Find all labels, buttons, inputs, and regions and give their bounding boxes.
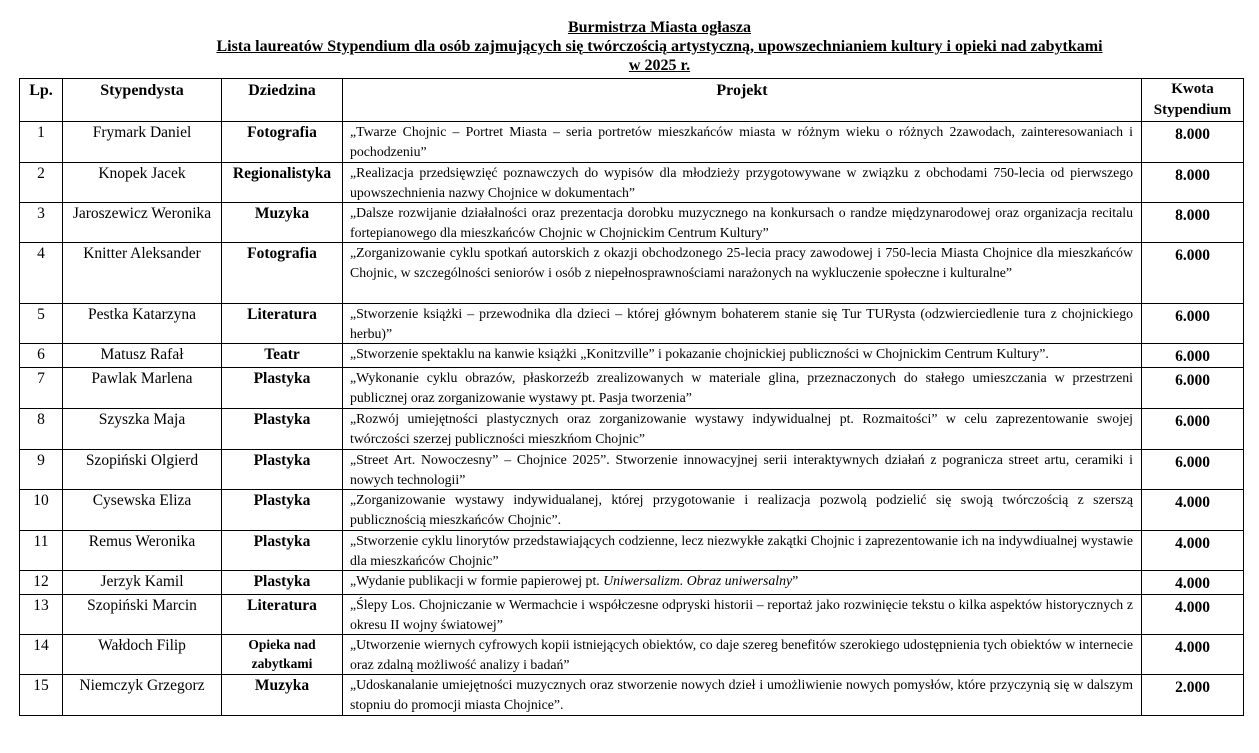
row-name: Wałdoch Filip — [63, 635, 222, 675]
header-line-year: w 2025 r. — [628, 57, 691, 74]
row-amount: 8.000 — [1142, 122, 1244, 163]
row-name: Pestka Katarzyna — [63, 304, 222, 344]
row-lp: 8 — [20, 409, 63, 450]
table-row — [20, 409, 1244, 450]
row-amount: 4.000 — [1142, 635, 1244, 675]
table-row — [20, 675, 1244, 716]
row-field: Plastyka — [222, 490, 343, 531]
row-project: „Street Art. Nowoczesny” – Chojnice 2025”. Stworzenie innowacyjnej serii interaktywnych działań z pogranicza street artu, ceramiki i nowych technologii” — [343, 450, 1142, 490]
row-project: „Stworzenie spektaklu na kanwie książki „Konitzville” i pokazanie chojnickiej publiczności w Chojnickim Centrum Kultury”. — [343, 344, 1142, 368]
row-name: Knitter Aleksander — [63, 243, 222, 304]
row-project-prefix: „Wydanie publikacji w formie papierowej pt. — [350, 573, 604, 588]
row-project-suffix: ” — [792, 573, 799, 588]
row-field: Opieka nad zabytkami — [222, 635, 343, 675]
table-row — [20, 243, 1244, 304]
row-field: Plastyka — [222, 571, 343, 595]
table-row — [20, 122, 1244, 163]
row-amount: 4.000 — [1142, 571, 1244, 595]
row-lp: 6 — [20, 344, 63, 368]
row-project: „Realizacja przedsięwzięć poznawczych do wypisów dla młodzieży przygotowywane w związku z obchodami 750-lecia od pierwszego upowszechnienia nazwy Chojnice w dokumentach” — [343, 163, 1142, 203]
row-field: Regionalistyka — [222, 163, 343, 203]
row-project: „Ślepy Los. Chojniczanie w Wermachcie i współczesne odpryski historii – reportaż jako rozwinięcie tekstu o kilka aspektów historycznych z okresu II wojny światowej” — [343, 595, 1142, 635]
table-row — [20, 490, 1244, 531]
row-project-italic-title: Uniwersalizm. Obraz uniwersalny — [603, 573, 793, 588]
row-name: Szopiński Olgierd — [63, 450, 222, 490]
table-row — [20, 450, 1244, 490]
column-header-amount-line2: Stypendium — [1153, 102, 1232, 118]
row-field: Literatura — [222, 595, 343, 635]
row-amount: 6.000 — [1142, 243, 1244, 304]
row-amount: 4.000 — [1142, 595, 1244, 635]
row-lp: 13 — [20, 595, 63, 635]
column-header-field: Dziedzina — [222, 79, 343, 122]
row-field: Fotografia — [222, 122, 343, 163]
table-row — [20, 595, 1244, 635]
row-name: Knopek Jacek — [63, 163, 222, 203]
row-name: Szyszka Maja — [63, 409, 222, 450]
row-project: „Zorganizowanie wystawy indywidualanej, której przygotowanie i realizacja pozwolą podzielić się swoją twórczością z szerszą publicznością mieszkańców Chojnic”. — [343, 490, 1142, 531]
row-field: Muzyka — [222, 203, 343, 243]
laureates-table — [19, 78, 1244, 716]
column-header-name: Stypendysta — [63, 79, 222, 122]
row-field: Plastyka — [222, 409, 343, 450]
row-field: Plastyka — [222, 531, 343, 571]
row-amount: 2.000 — [1142, 675, 1244, 716]
row-name: Szopiński Marcin — [63, 595, 222, 635]
table-row — [20, 368, 1244, 409]
header-line-title: Lista laureatów Stypendium dla osób zajmujących się twórczością artystyczną, upowszechnianiem kultury i opieki nad zabytkami — [216, 38, 1103, 55]
row-name: Cysewska Eliza — [63, 490, 222, 531]
row-lp: 9 — [20, 450, 63, 490]
row-lp: 12 — [20, 571, 63, 595]
row-field: Literatura — [222, 304, 343, 344]
row-amount: 8.000 — [1142, 203, 1244, 243]
row-name: Pawlak Marlena — [63, 368, 222, 409]
row-amount: 6.000 — [1142, 409, 1244, 450]
row-lp: 7 — [20, 368, 63, 409]
row-lp: 15 — [20, 675, 63, 716]
table-row — [20, 531, 1244, 571]
row-field: Muzyka — [222, 675, 343, 716]
row-field: Fotografia — [222, 243, 343, 304]
row-lp: 2 — [20, 163, 63, 203]
row-name: Niemczyk Grzegorz — [63, 675, 222, 716]
row-project: „Stworzenie cyklu linorytów przedstawiających codzienne, lecz niezwykłe zakątki Chojnic i zaprezentowanie ich na indywdiualnej wystawie dla mieszkańców Chojnic” — [343, 531, 1142, 571]
table-row — [20, 163, 1244, 203]
table-row — [20, 203, 1244, 243]
row-project: „Zorganizowanie cyklu spotkań autorskich z okazji obchodzonego 25-lecia pracy zawodowej i 750-lecia Miasta Chojnice dla mieszkańców Chojnic, w szczególności seniorów i osób z niepełnosprawnościami narażonych na wykluczenie społeczne i kulturalne” — [343, 243, 1142, 304]
row-project: „Udoskanalanie umiejętności muzycznych oraz stworzenie nowych dzieł i umożliwienie nowych pomysłów, które przyczynią się w dalszym stopniu do promocji miasta Chojnice”. — [343, 675, 1142, 716]
row-name: Frymark Daniel — [63, 122, 222, 163]
row-amount: 6.000 — [1142, 304, 1244, 344]
table-row — [20, 571, 1244, 595]
column-header-amount-line1: Kwota — [1171, 81, 1214, 97]
row-lp: 11 — [20, 531, 63, 571]
row-project: „Rozwój umiejętności plastycznych oraz zorganizowanie wystawy indywidualnej pt. Rozmaitości” w celu zaprezentowanie swojej twórczości szerzej publiczności mieszkńom Chojnic” — [343, 409, 1142, 450]
row-amount: 4.000 — [1142, 490, 1244, 531]
row-lp: 3 — [20, 203, 63, 243]
row-name: Jaroszewicz Weronika — [63, 203, 222, 243]
row-project: „Stworzenie książki – przewodnika dla dzieci – której głównym bohaterem stanie się Tur TURysta (odzwierciedlenie tura z chojnickiego herbu)” — [343, 304, 1142, 344]
row-field: Plastyka — [222, 450, 343, 490]
row-name: Remus Weronika — [63, 531, 222, 571]
document-header — [0, 18, 1259, 75]
row-lp: 5 — [20, 304, 63, 344]
row-lp: 10 — [20, 490, 63, 531]
row-project: „Twarze Chojnic – Portret Miasta – seria portretów mieszkańców miasta w różnym wieku o różnych 2zawodach, zainteresowaniach i pochodzeniu” — [343, 122, 1142, 163]
table-header-row — [20, 79, 1244, 122]
row-project: „Dalsze rozwijanie działalności oraz prezentacja dorobku muzycznego na konkursach o randze międzynarodowej oraz organizacja recitalu fortepianowego dla mieszkańców Chojnic w Chojnickim Centrum Kultury” — [343, 203, 1142, 243]
row-name: Matusz Rafał — [63, 344, 222, 368]
column-header-project: Projekt — [343, 79, 1142, 122]
row-lp: 4 — [20, 243, 63, 304]
row-project — [343, 571, 1142, 595]
header-line-announcement: Burmistrza Miasta ogłasza — [567, 19, 752, 36]
row-field: Plastyka — [222, 368, 343, 409]
row-amount: 6.000 — [1142, 450, 1244, 490]
column-header-amount — [1142, 79, 1244, 122]
row-name: Jerzyk Kamil — [63, 571, 222, 595]
column-header-lp: Lp. — [20, 79, 63, 122]
table-row — [20, 304, 1244, 344]
row-amount: 6.000 — [1142, 344, 1244, 368]
row-amount: 4.000 — [1142, 531, 1244, 571]
row-project: „Utworzenie wiernych cyfrowych kopii istniejących obiektów, co daje szereg benefitów szerokiego udostępnienia tych obiektów w internecie oraz zdalną możliwość analizy i badań” — [343, 635, 1142, 675]
row-project: „Wykonanie cyklu obrazów, płaskorzeźb zrealizowanych w materiale glina, przeznaczonych do stałego umieszczania w przestrzeni publicznej oraz zorganizowanie wystawy pt. Pasja tworzenia” — [343, 368, 1142, 409]
row-amount: 6.000 — [1142, 368, 1244, 409]
row-field: Teatr — [222, 344, 343, 368]
row-amount: 8.000 — [1142, 163, 1244, 203]
row-lp: 14 — [20, 635, 63, 675]
row-lp: 1 — [20, 122, 63, 163]
table-row — [20, 635, 1244, 675]
table-row — [20, 344, 1244, 368]
